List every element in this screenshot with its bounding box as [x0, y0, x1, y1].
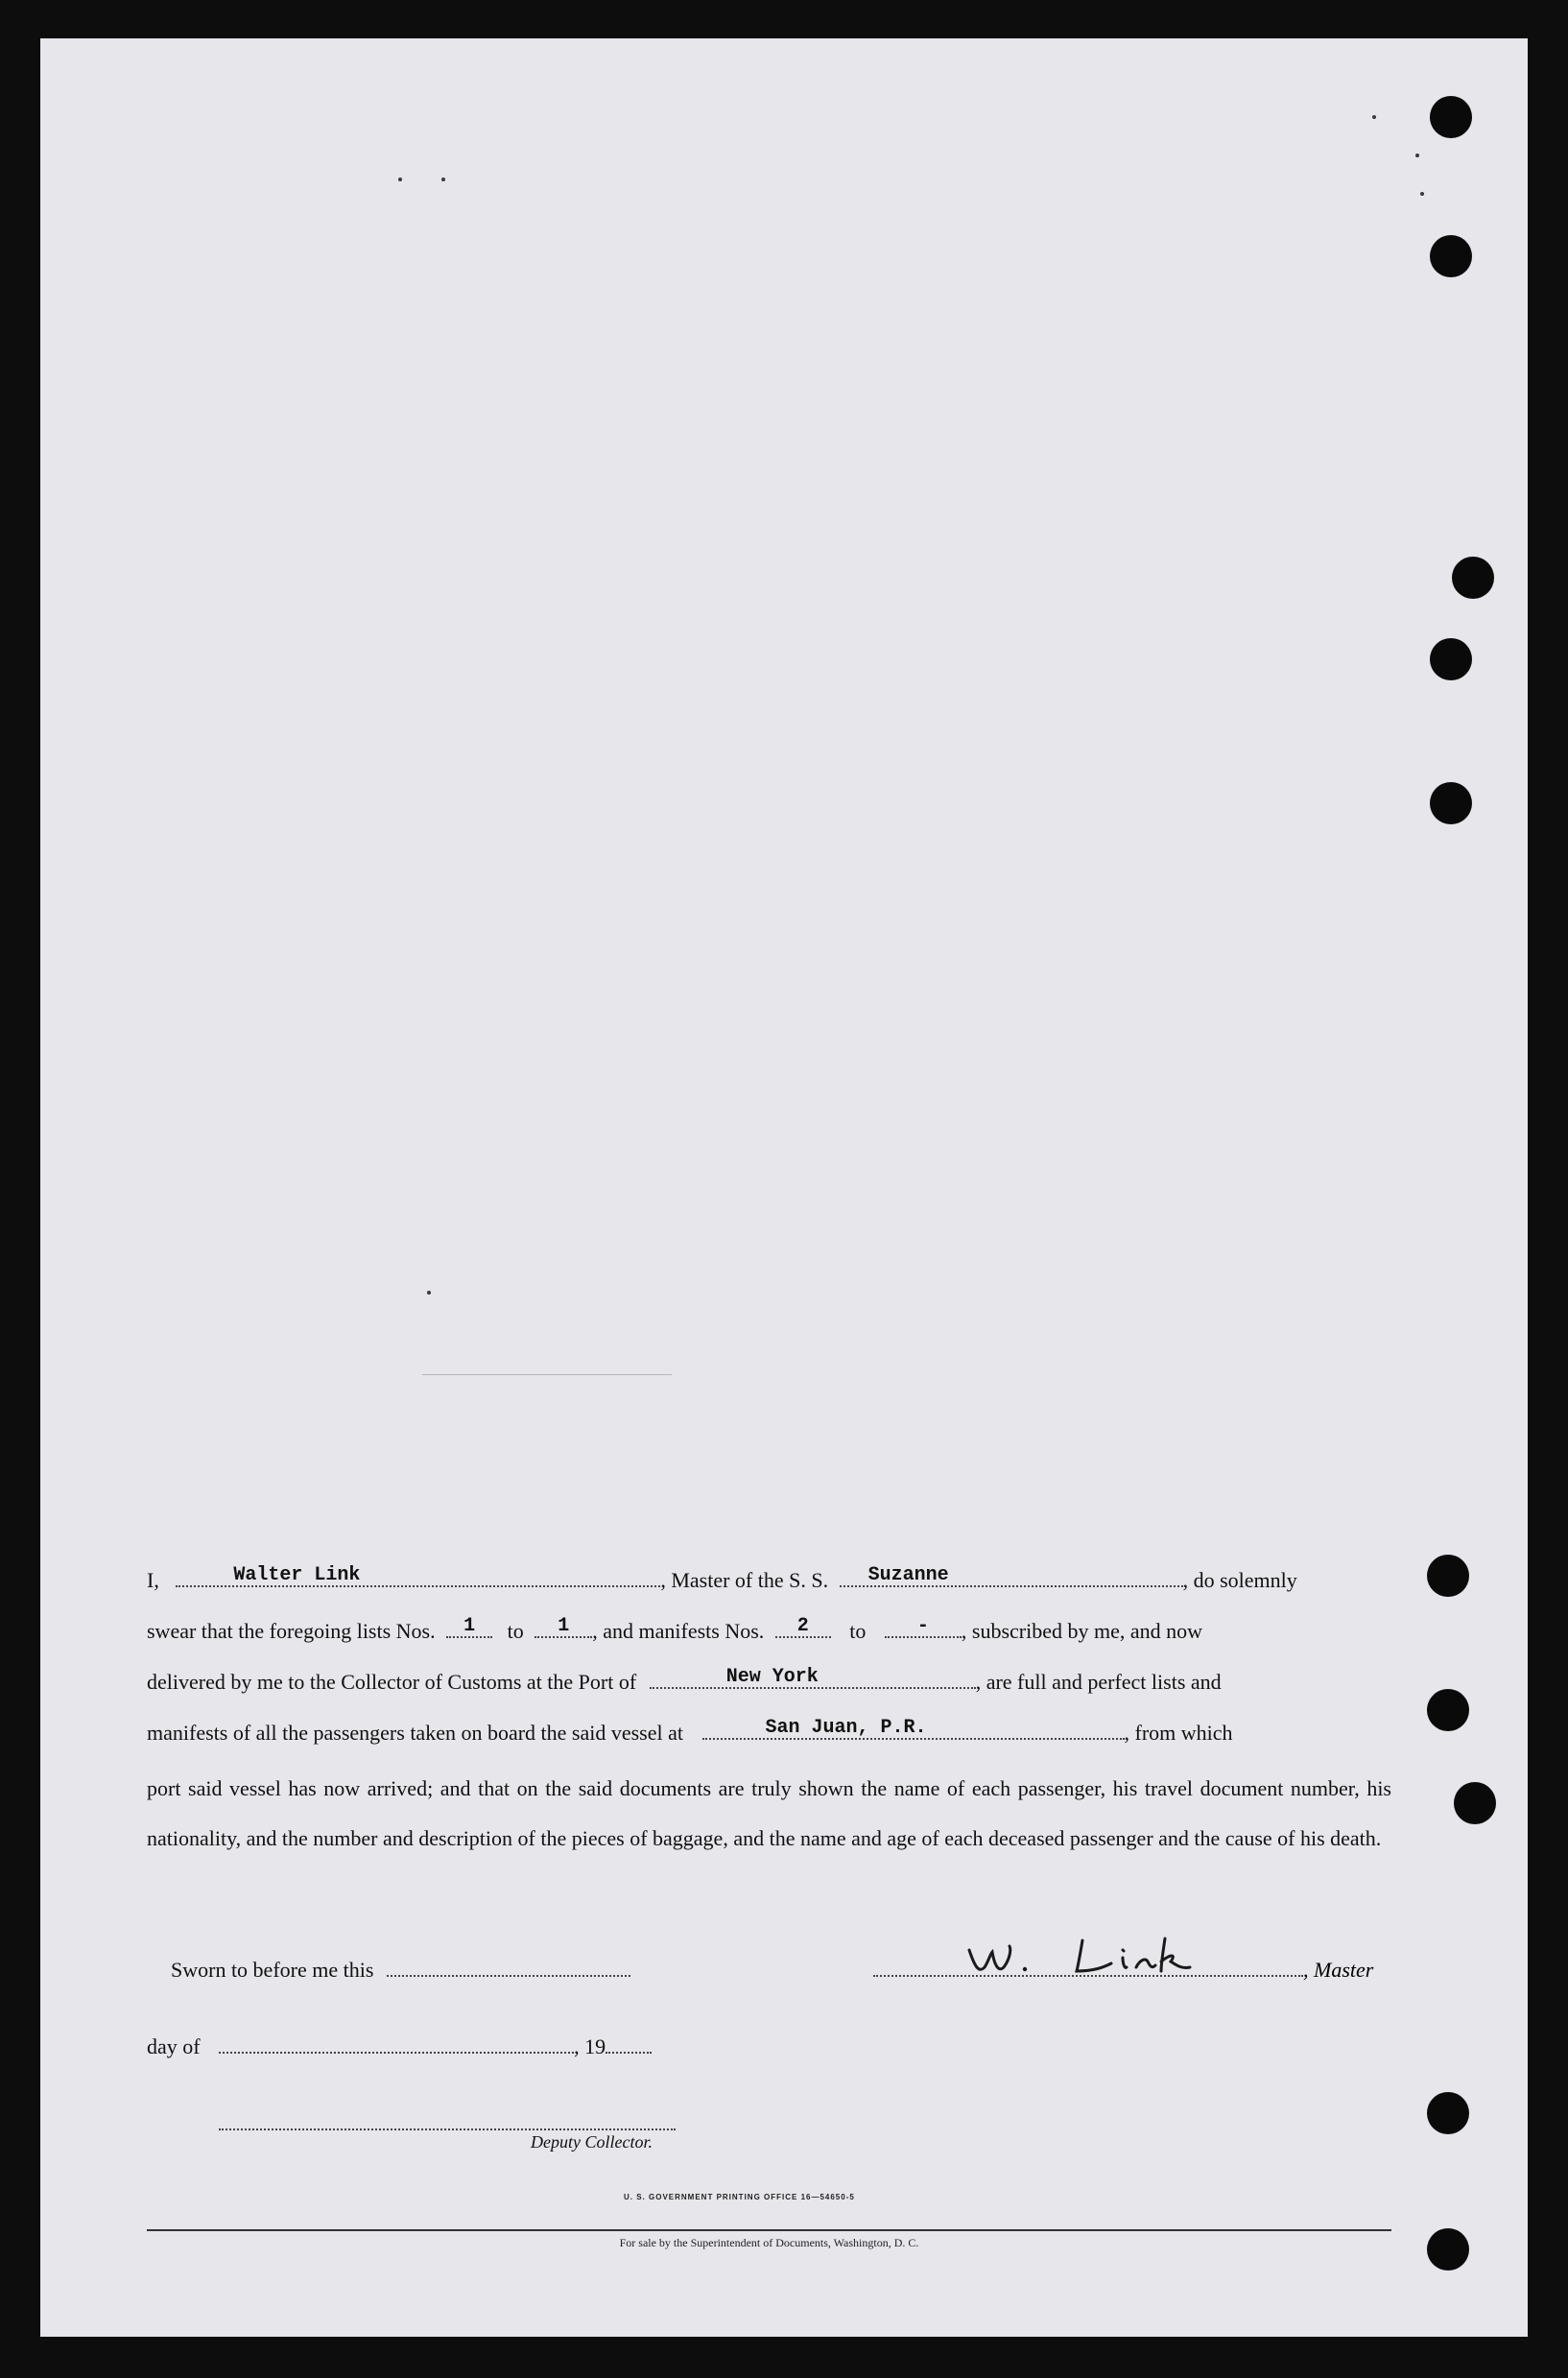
port-of-arrival-value: New York [725, 1666, 819, 1688]
oath-line-2: swear that the foregoing lists Nos. 1 to 1 , and manifests Nos. 2 to - , subscribed by me, and now [147, 1615, 1203, 1643]
footer-rule [147, 2229, 1391, 2231]
master-signature-image [960, 1929, 1209, 1986]
port-of-departure-field[interactable] [702, 1717, 1125, 1740]
day-of-line: day of , 19 [147, 2031, 1391, 2069]
punch-hole [1427, 1689, 1469, 1731]
deputy-collector-label: Deputy Collector. [531, 2132, 653, 2152]
port-of-departure-value: San Juan, P.R. [765, 1717, 927, 1739]
oath-line-1: I, Walter Link , Master of the S. S. Suzanne , do solemnly [147, 1564, 1297, 1592]
ship-name-value: Suzanne [867, 1564, 949, 1586]
for-sale-line: For sale by the Superintendent of Documents, Washington, D. C. [619, 2236, 919, 2249]
manifests-to-field[interactable]: - [885, 1615, 962, 1638]
punch-hole [1430, 638, 1472, 680]
speck [1372, 115, 1376, 119]
speck [441, 178, 445, 181]
punch-hole [1430, 96, 1472, 138]
punch-hole [1430, 235, 1472, 277]
punch-hole [1427, 2228, 1469, 2271]
punch-hole [1427, 1555, 1469, 1597]
punch-hole [1454, 1782, 1496, 1824]
ship-name-field[interactable] [840, 1564, 1183, 1587]
deputy-collector-field[interactable] [219, 2109, 676, 2130]
oath-body-text: port said vessel has now arrived; and that on the said documents are truly shown the name of each passenger, his travel document number, his nationality, and the number and description of the pieces of baggage, and the name and age of each deceased passenger and the cause of his death. [147, 1776, 1391, 1850]
manifests-from-field[interactable]: 2 [775, 1615, 831, 1638]
port-of-arrival-field[interactable] [650, 1666, 976, 1689]
punch-hole [1427, 2092, 1469, 2134]
speck [398, 178, 402, 181]
oath-line-4: manifests of all the passengers taken on board the said vessel at San Juan, P.R. , from which [147, 1717, 1233, 1745]
master-name-field[interactable] [176, 1564, 660, 1587]
punch-hole [1430, 782, 1472, 824]
faint-rule [422, 1374, 672, 1375]
lists-to-field[interactable]: 1 [535, 1615, 592, 1638]
oath-line-3: delivered by me to the Collector of Customs at the Port of New York , are full and perfect lists and [147, 1666, 1222, 1694]
speck [427, 1291, 431, 1295]
sworn-date-field[interactable] [387, 1954, 630, 1977]
master-name-value: Walter Link [233, 1564, 361, 1586]
master-signature-line: , Master [873, 1954, 1391, 1992]
day-of-field[interactable] [219, 2031, 574, 2054]
speck [1415, 154, 1419, 157]
year-field[interactable] [606, 2031, 652, 2054]
sworn-line: Sworn to before me this [171, 1954, 1391, 1992]
punch-hole [1452, 557, 1494, 599]
lists-from-field[interactable]: 1 [446, 1615, 492, 1638]
gpo-imprint: U. S. GOVERNMENT PRINTING OFFICE 16—54650-5 [624, 2193, 855, 2201]
speck [1420, 192, 1424, 196]
